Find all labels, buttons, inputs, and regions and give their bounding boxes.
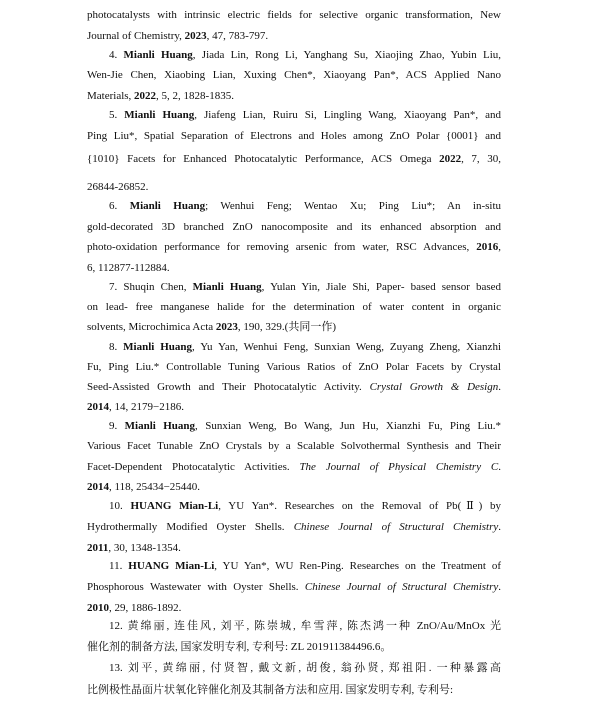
reference-entry <box>87 619 501 633</box>
reference-line <box>87 360 501 374</box>
reference-text: , Sunxian Weng, Bo Wang, Jun Hu, Xianzhi Fu, Ping Liu.* <box>195 420 501 432</box>
reference-text: , YU Yan*, WU Ren-Ping. Researches on the Treatment of <box>214 560 502 572</box>
reference-line <box>87 29 501 43</box>
bold-text: 2023 <box>184 30 207 42</box>
bold-text: Mianli Huang <box>124 420 196 432</box>
reference-text: , Jiada Lin, Rong Li, Yanghang Su, Xiaojing Zhao, Yubin Liu, <box>192 49 501 61</box>
reference-line <box>87 220 501 234</box>
reference-entry <box>87 8 501 22</box>
reference-line <box>87 480 501 494</box>
reference-text: . <box>498 581 502 593</box>
reference-text: ; Wenhui Feng; Wentao Xu; Ping Liu*; An in-situ <box>205 200 502 212</box>
bold-text: HUANG Mian-Li <box>130 500 219 512</box>
reference-text: 6. <box>109 200 130 212</box>
reference-text: Fu, Ping Liu.* Controllable Tuning Various Ratios of ZnO Polar Facets by Crystal <box>87 361 501 373</box>
reference-text: , 190, 329.(共同一作) <box>237 321 336 333</box>
reference-line <box>87 129 501 143</box>
reference-text: photo-oxidation performance for removing arsenic from water, RSC Advances, <box>87 241 477 253</box>
reference-text: , 7, 30, <box>461 153 502 165</box>
reference-line <box>87 300 501 314</box>
reference-text: solvents, Microchimica Acta <box>87 321 216 333</box>
reference-line <box>87 541 501 555</box>
reference-line <box>87 261 501 275</box>
bold-text: 2022 <box>439 153 462 165</box>
reference-text: . <box>498 461 501 473</box>
reference-line <box>87 640 501 654</box>
reference-text: , 5, 2, 1828-1835. <box>156 90 234 102</box>
reference-line <box>87 683 501 697</box>
bold-text: 2010 <box>87 602 109 614</box>
reference-text: , 47, 783-797. <box>206 30 269 42</box>
bold-text: Mianli Huang <box>192 281 262 293</box>
reference-text: Phosphorous Wastewater with Oyster Shells. <box>87 581 305 593</box>
journal-name: Chinese Journal of Structural Chemistry <box>304 581 499 593</box>
reference-line <box>87 400 501 414</box>
bold-text: 2016 <box>476 241 499 253</box>
reference-text: , 118, 25434−25440. <box>109 481 201 493</box>
reference-text: , Jiafeng Lian, Ruiru Si, Lingling Wang, Xiaoyang Pan*, and <box>194 109 501 121</box>
reference-line <box>87 601 501 615</box>
reference-text: 比例极性晶面片状氧化锌催化剂及其制备方法和应用. 国家发明专利, 专利号: <box>87 684 454 696</box>
reference-line <box>87 380 501 394</box>
reference-entry <box>87 419 501 433</box>
reference-text: , 29, 1886-1892. <box>109 602 182 614</box>
reference-text: Ping Liu*, Spatial Separation of Electrons and Holes among ZnO Polar {0001} and <box>87 130 501 142</box>
reference-line <box>87 89 501 103</box>
reference-text: gold-decorated 3D branched ZnO nanocomposite and its enhanced absorption and <box>87 221 501 233</box>
reference-text: photocatalysts with intrinsic electric fields for selective organic transformation, New <box>87 9 501 21</box>
reference-entry <box>87 340 501 354</box>
reference-text: . <box>498 521 501 533</box>
reference-entry <box>87 661 501 675</box>
reference-line <box>87 580 501 594</box>
reference-text: 4. <box>109 49 124 61</box>
reference-line <box>87 520 501 534</box>
reference-line <box>87 320 501 334</box>
bold-text: 2023 <box>215 321 238 333</box>
reference-line <box>87 240 501 254</box>
reference-entry <box>87 108 501 122</box>
reference-text: 9. <box>109 420 125 432</box>
bold-text: 2022 <box>134 90 157 102</box>
reference-text: 12. 黄绵丽, 连佳风, 刘平, 陈崇城, 牟雪萍, 陈杰鸿一种 ZnO/Au/MnOx 光 <box>109 620 501 632</box>
reference-text: Journal of Chemistry, <box>87 30 185 42</box>
bold-text: 2014 <box>87 481 109 493</box>
reference-line <box>87 68 501 82</box>
reference-entry <box>87 559 501 573</box>
bold-text: Mianli Huang <box>124 109 195 121</box>
reference-line <box>87 439 501 453</box>
reference-text: 26844-26852. <box>87 181 149 193</box>
reference-text: , Yulan Yin, Jiale Shi, Paper‐ based sensor based <box>261 281 501 293</box>
reference-text: {1010} Facets for Enhanced Photocatalytic Performance, ACS Omega <box>87 153 440 165</box>
reference-line <box>87 180 501 194</box>
journal-name: The Journal of Physical Chemistry C <box>299 461 499 473</box>
reference-text: 13. 刘平, 黄绵丽, 付贤智, 戴文新, 胡俊, 翁孙贤, 郑祖阳. 一种暴露高 <box>109 662 501 674</box>
reference-text: 10. <box>109 500 131 512</box>
bold-text: Mianli Huang <box>129 200 206 212</box>
reference-line <box>87 152 501 166</box>
reference-entry <box>87 499 501 513</box>
journal-name: Chinese Journal of Structural Chemistry <box>293 521 499 533</box>
reference-text: 8. <box>109 341 124 353</box>
reference-text: . <box>498 381 501 393</box>
reference-text: 5. <box>109 109 125 121</box>
bold-text: 2011 <box>87 542 109 554</box>
bold-text: Mianli Huang <box>123 49 193 61</box>
reference-text: 7. Shuqin Chen, <box>109 281 193 293</box>
reference-entry <box>87 199 501 213</box>
reference-text: , YU Yan*. Researches on the Removal of Pb(Ⅱ) by <box>218 500 502 512</box>
bold-text: HUANG Mian-Li <box>128 560 215 572</box>
reference-text: Materials, <box>87 90 135 102</box>
reference-text: Wen-Jie Chen, Xiaobing Lian, Xuxing Chen*, Xiaoyang Pan*, ACS Applied Nano <box>87 69 501 81</box>
reference-text: Various Facet Tunable ZnO Crystals by a Scalable Solvothermal Synthesis and Their <box>87 440 501 452</box>
reference-text: 11. <box>109 560 129 572</box>
reference-text: , 30, 1348-1354. <box>108 542 181 554</box>
bold-text: 2014 <box>87 401 109 413</box>
bold-text: Mianli Huang <box>123 341 193 353</box>
reference-text: Seed-Assisted Growth and Their Photocatalytic Activity. <box>87 381 370 393</box>
reference-line <box>87 460 501 474</box>
reference-text: 6, 112877-112884. <box>87 262 170 274</box>
reference-text: , 14, 2179−2186. <box>109 401 184 413</box>
reference-entry <box>87 48 501 62</box>
reference-text: Facet-Dependent Photocatalytic Activities. <box>87 461 300 473</box>
journal-name: Crystal Growth & Design <box>369 381 499 393</box>
reference-text: 催化剂的制备方法, 国家发明专利, 专利号: ZL 201911384496.6。 <box>87 641 392 653</box>
reference-entry <box>87 280 501 294</box>
reference-text: on lead‐ free manganese halide for the determination of water content in organic <box>87 301 501 313</box>
reference-text: , <box>498 241 501 253</box>
reference-text: Hydrothermally Modified Oyster Shells. <box>87 521 294 533</box>
reference-text: , Yu Yan, Wenhui Feng, Sunxian Weng, Zuyang Zheng, Xianzhi <box>192 341 501 353</box>
